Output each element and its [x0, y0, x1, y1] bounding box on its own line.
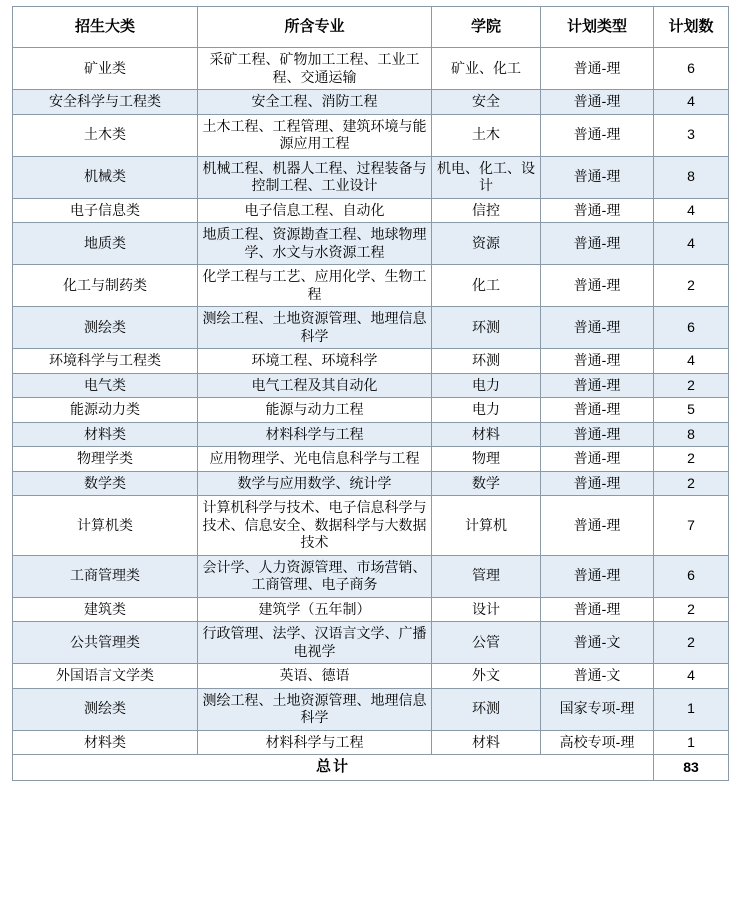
cell-college: 计算机 [432, 496, 541, 556]
cell-programs: 应用物理学、光电信息科学与工程 [198, 447, 432, 472]
cell-major: 测绘类 [13, 688, 198, 730]
cell-plan-count: 1 [654, 730, 729, 755]
cell-plan-count: 8 [654, 422, 729, 447]
cell-major: 材料类 [13, 730, 198, 755]
cell-plan-count: 2 [654, 471, 729, 496]
cell-plan-count: 6 [654, 48, 729, 90]
cell-programs: 计算机科学与技术、电子信息科学与技术、信息安全、数据科学与大数据技术 [198, 496, 432, 556]
cell-college: 安全 [432, 90, 541, 115]
cell-programs: 材料科学与工程 [198, 422, 432, 447]
cell-plan-count: 2 [654, 373, 729, 398]
cell-plan-count: 2 [654, 622, 729, 664]
cell-major: 公共管理类 [13, 622, 198, 664]
cell-plan-type: 普通-理 [541, 265, 654, 307]
cell-plan-type: 普通-理 [541, 471, 654, 496]
cell-college: 电力 [432, 373, 541, 398]
cell-programs: 电子信息工程、自动化 [198, 198, 432, 223]
cell-plan-type: 普通-文 [541, 622, 654, 664]
cell-college: 环测 [432, 349, 541, 374]
cell-major: 计算机类 [13, 496, 198, 556]
cell-college: 数学 [432, 471, 541, 496]
cell-plan-type: 普通-理 [541, 496, 654, 556]
table-row [13, 555, 729, 597]
cell-major: 材料类 [13, 422, 198, 447]
cell-programs: 英语、德语 [198, 664, 432, 689]
cell-plan-count: 5 [654, 398, 729, 423]
cell-plan-count: 7 [654, 496, 729, 556]
cell-major: 能源动力类 [13, 398, 198, 423]
table-row [13, 422, 729, 447]
table-row [13, 664, 729, 689]
table-row [13, 398, 729, 423]
cell-programs: 材料科学与工程 [198, 730, 432, 755]
cell-college: 环测 [432, 307, 541, 349]
cell-college: 材料 [432, 730, 541, 755]
table-total-row [13, 755, 729, 781]
cell-plan-type: 普通-理 [541, 597, 654, 622]
column-header-college: 学院 [432, 7, 541, 48]
cell-college: 公管 [432, 622, 541, 664]
cell-major: 测绘类 [13, 307, 198, 349]
cell-major: 电子信息类 [13, 198, 198, 223]
cell-college: 资源 [432, 223, 541, 265]
cell-college: 信控 [432, 198, 541, 223]
table-row [13, 307, 729, 349]
cell-plan-count: 4 [654, 90, 729, 115]
cell-programs: 行政管理、法学、汉语言文学、广播电视学 [198, 622, 432, 664]
cell-college: 机电、化工、设计 [432, 156, 541, 198]
cell-plan-count: 2 [654, 447, 729, 472]
table-row [13, 349, 729, 374]
cell-programs: 数学与应用数学、统计学 [198, 471, 432, 496]
cell-major: 建筑类 [13, 597, 198, 622]
cell-major: 电气类 [13, 373, 198, 398]
cell-major: 数学类 [13, 471, 198, 496]
cell-plan-type: 国家专项-理 [541, 688, 654, 730]
table-row [13, 496, 729, 556]
cell-major: 矿业类 [13, 48, 198, 90]
cell-plan-count: 2 [654, 597, 729, 622]
cell-programs: 化学工程与工艺、应用化学、生物工程 [198, 265, 432, 307]
cell-plan-count: 6 [654, 555, 729, 597]
cell-plan-type: 普通-理 [541, 156, 654, 198]
cell-programs: 测绘工程、土地资源管理、地理信息科学 [198, 307, 432, 349]
table-row [13, 156, 729, 198]
cell-college: 管理 [432, 555, 541, 597]
cell-college: 设计 [432, 597, 541, 622]
table-row [13, 198, 729, 223]
cell-college: 材料 [432, 422, 541, 447]
cell-plan-count: 8 [654, 156, 729, 198]
cell-plan-type: 普通-理 [541, 398, 654, 423]
cell-major: 机械类 [13, 156, 198, 198]
cell-plan-count: 3 [654, 114, 729, 156]
column-header-plan-type: 计划类型 [541, 7, 654, 48]
cell-college: 土木 [432, 114, 541, 156]
table-header [13, 7, 729, 48]
column-header-major: 招生大类 [13, 7, 198, 48]
table-header-row [13, 7, 729, 48]
cell-plan-type: 普通-理 [541, 555, 654, 597]
cell-major: 地质类 [13, 223, 198, 265]
table-row [13, 471, 729, 496]
admission-plan-table [12, 6, 729, 781]
cell-college: 矿业、化工 [432, 48, 541, 90]
cell-plan-type: 普通-理 [541, 90, 654, 115]
cell-programs: 测绘工程、土地资源管理、地理信息科学 [198, 688, 432, 730]
cell-major: 外国语言文学类 [13, 664, 198, 689]
cell-major: 土木类 [13, 114, 198, 156]
cell-major: 安全科学与工程类 [13, 90, 198, 115]
table-row [13, 688, 729, 730]
cell-plan-type: 高校专项-理 [541, 730, 654, 755]
cell-programs: 土木工程、工程管理、建筑环境与能源应用工程 [198, 114, 432, 156]
cell-programs: 环境工程、环境科学 [198, 349, 432, 374]
cell-plan-type: 普通-理 [541, 373, 654, 398]
table-row [13, 90, 729, 115]
table-row [13, 373, 729, 398]
table-row [13, 265, 729, 307]
cell-college: 电力 [432, 398, 541, 423]
cell-plan-type: 普通-文 [541, 664, 654, 689]
cell-programs: 机械工程、机器人工程、过程装备与控制工程、工业设计 [198, 156, 432, 198]
cell-plan-type: 普通-理 [541, 307, 654, 349]
cell-plan-count: 4 [654, 198, 729, 223]
table-row [13, 622, 729, 664]
table-row [13, 447, 729, 472]
cell-plan-type: 普通-理 [541, 447, 654, 472]
total-count: 83 [654, 755, 729, 781]
total-label: 总计 [13, 755, 654, 781]
cell-college: 外文 [432, 664, 541, 689]
table-row [13, 223, 729, 265]
cell-plan-type: 普通-理 [541, 422, 654, 447]
cell-major: 工商管理类 [13, 555, 198, 597]
table-row [13, 48, 729, 90]
cell-plan-type: 普通-理 [541, 114, 654, 156]
cell-major: 化工与制药类 [13, 265, 198, 307]
table-row [13, 730, 729, 755]
cell-major: 物理学类 [13, 447, 198, 472]
cell-plan-count: 4 [654, 223, 729, 265]
cell-major: 环境科学与工程类 [13, 349, 198, 374]
cell-plan-type: 普通-理 [541, 198, 654, 223]
cell-plan-count: 1 [654, 688, 729, 730]
cell-plan-count: 6 [654, 307, 729, 349]
cell-college: 环测 [432, 688, 541, 730]
cell-programs: 采矿工程、矿物加工工程、工业工程、交通运输 [198, 48, 432, 90]
cell-programs: 建筑学（五年制） [198, 597, 432, 622]
cell-programs: 能源与动力工程 [198, 398, 432, 423]
cell-plan-count: 4 [654, 349, 729, 374]
table-body [13, 48, 729, 781]
cell-college: 化工 [432, 265, 541, 307]
cell-plan-count: 4 [654, 664, 729, 689]
table-row [13, 114, 729, 156]
cell-programs: 会计学、人力资源管理、市场营销、工商管理、电子商务 [198, 555, 432, 597]
column-header-programs: 所含专业 [198, 7, 432, 48]
cell-college: 物理 [432, 447, 541, 472]
table-row [13, 597, 729, 622]
cell-plan-count: 2 [654, 265, 729, 307]
cell-programs: 安全工程、消防工程 [198, 90, 432, 115]
column-header-plan-count: 计划数 [654, 7, 729, 48]
cell-plan-type: 普通-理 [541, 223, 654, 265]
cell-programs: 电气工程及其自动化 [198, 373, 432, 398]
cell-plan-type: 普通-理 [541, 48, 654, 90]
cell-plan-type: 普通-理 [541, 349, 654, 374]
cell-programs: 地质工程、资源勘查工程、地球物理学、水文与水资源工程 [198, 223, 432, 265]
